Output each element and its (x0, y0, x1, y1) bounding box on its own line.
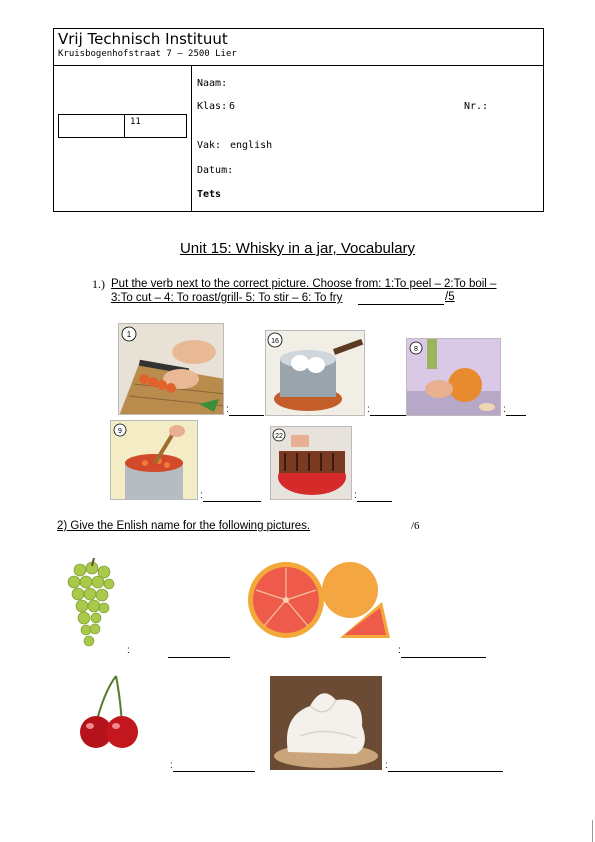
question-1-line2: 3:To cut – 4: To roast/grill- 5: To stir – 6: To fry (111, 292, 343, 304)
answer-blank-2[interactable]: : (367, 404, 370, 415)
table-cell-divider (124, 115, 125, 137)
datum-label: Datum: (197, 165, 234, 176)
school-name: Vrij Technisch Instituut (58, 30, 228, 48)
stirring-picture (110, 420, 198, 500)
answer-line-2 (370, 415, 406, 416)
answer-line-7 (401, 657, 486, 658)
klas-value: 6 (229, 101, 236, 112)
answer-blank-1[interactable]: : (226, 404, 229, 415)
answer-line-5 (357, 501, 392, 502)
answer-blank-5[interactable]: : (354, 490, 357, 501)
header-box (53, 28, 544, 212)
answer-line-8 (173, 771, 255, 772)
header-vertical-divider (191, 65, 192, 212)
question-1-line1: Put the verb next to the correct picture. Choose from: 1:To peel – 2:To boil – (111, 278, 497, 290)
meringue-picture (270, 676, 382, 770)
grilling-picture (270, 426, 352, 500)
test-type: Tets (197, 189, 222, 200)
vak-value: english (230, 140, 273, 151)
answer-line-6 (168, 657, 230, 658)
pic-label: 9 (118, 428, 122, 435)
answer-line-4 (203, 501, 261, 502)
answer-blank-8[interactable]: : (170, 760, 173, 771)
cutting-picture (118, 323, 224, 415)
grapes-picture (64, 558, 116, 650)
question-1-text (111, 277, 531, 305)
question-1-underline-gap (358, 304, 444, 305)
header-divider (54, 65, 543, 66)
peeling-picture (406, 338, 501, 416)
answer-blank-9[interactable]: : (385, 760, 388, 771)
naam-label: Naam: (197, 78, 228, 89)
answer-blank-6[interactable]: : (127, 645, 130, 656)
cherries-picture (76, 672, 140, 754)
answer-line-9 (388, 771, 503, 772)
table-value: 11 (130, 117, 141, 127)
school-address: Kruisbogenhofstraat 7 – 2500 Lier (58, 49, 237, 59)
boiling-picture (265, 330, 365, 416)
answer-line-1 (229, 415, 264, 416)
vak-label: Vak: (197, 140, 222, 151)
answer-line-3 (506, 415, 526, 416)
answer-blank-3[interactable]: : (503, 404, 506, 415)
grapefruit-picture (242, 560, 390, 642)
question-1-number: 1.) (92, 277, 105, 291)
question-2-text: 2) Give the Enlish name for the following pictures. (57, 520, 311, 532)
answer-blank-4[interactable]: : (200, 490, 203, 501)
class-number-table (58, 114, 187, 138)
answer-blank-7[interactable]: : (398, 645, 401, 656)
page-title: Unit 15: Whisky in a jar, Vocabulary (179, 240, 416, 257)
pic-label: 16 (271, 338, 279, 345)
klas-label: Klas: (197, 101, 228, 112)
question-2-score: /6 (411, 520, 420, 532)
question-1-score: /5 (445, 291, 455, 303)
nr-label: Nr.: (464, 101, 489, 112)
pic-label: 1 (126, 330, 132, 339)
pic-label: 22 (275, 433, 283, 440)
pic-label: 8 (414, 346, 418, 353)
